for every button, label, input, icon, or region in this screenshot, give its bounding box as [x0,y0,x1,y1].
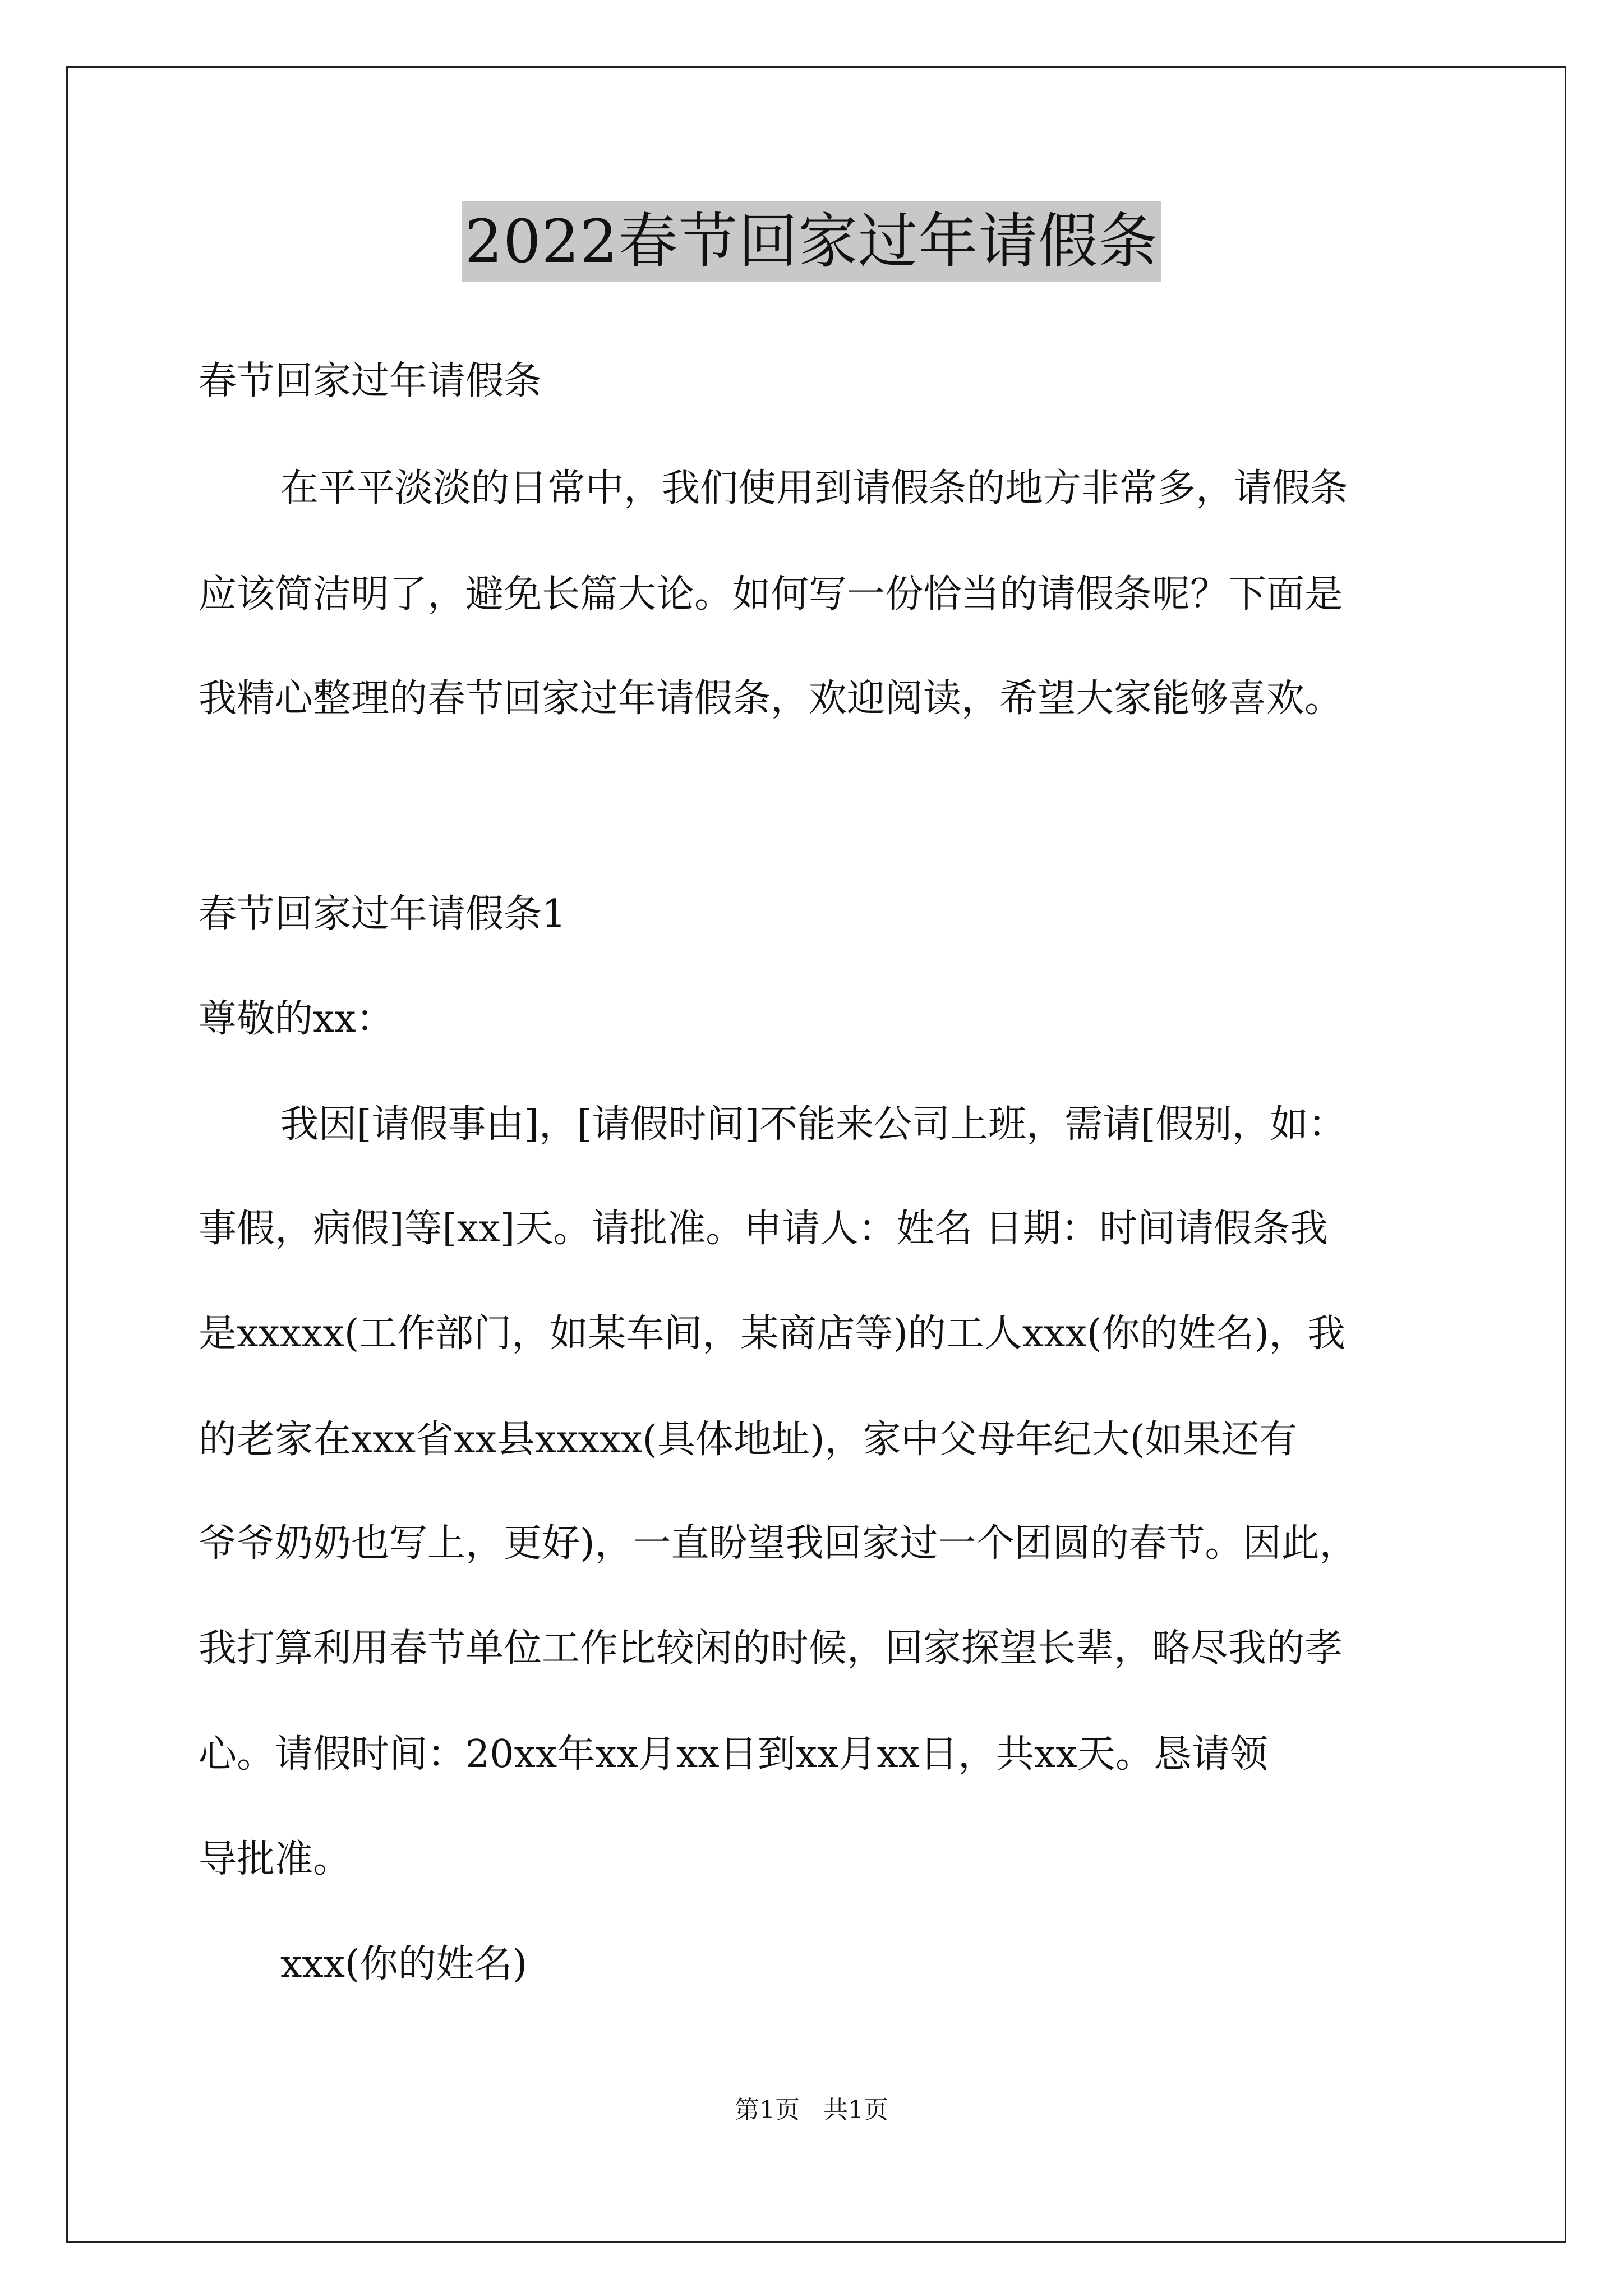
body-line-2: 事假，病假]等[xx]天。请批准。申请人：姓名 日期：时间请假条我 [199,1207,1328,1251]
intro-line-1: 在平平淡淡的日常中，我们使用到请假条的地方非常多，请假条 [280,466,1349,510]
section-heading: 春节回家过年请假条1 [199,892,566,936]
title-container [0,201,1623,282]
body-line-4: 的老家在xxx省xx县xxxxx(具体地址)，家中父母年纪大(如果还有 [199,1418,1298,1462]
body-line-6: 我打算利用春节单位工作比较闲的时候，回家探望长辈，略尽我的孝 [199,1626,1343,1671]
body-line-5: 爷爷奶奶也写上，更好)，一直盼望我回家过一个团圆的春节。因此， [199,1521,1358,1566]
page-footer: 第1页 共1页 [735,2096,888,2124]
body-line-1: 我因[请假事由]，[请假时间]不能来公司上班，需请[假别，如： [280,1102,1347,1147]
body-line-8: 导批准。 [199,1837,352,1881]
salutation: 尊敬的xx： [199,997,394,1041]
body-line-7: 心。请假时间：20xx年xx月xx日到xx月xx日，共xx天。恳请领 [199,1732,1268,1777]
signature: xxx(你的姓名) [280,1942,528,1986]
intro-line-2: 应该简洁明了，避免长篇大论。如何写一份恰当的请假条呢？下面是 [199,572,1343,616]
document-subtitle: 春节回家过年请假条 [199,359,542,403]
document-title: 2022春节回家过年请假条 [462,201,1162,282]
intro-line-3: 我精心整理的春节回家过年请假条，欢迎阅读，希望大家能够喜欢。 [199,677,1343,721]
body-line-3: 是xxxxx(工作部门，如某车间，某商店等)的工人xxx(你的姓名)，我 [199,1312,1345,1356]
